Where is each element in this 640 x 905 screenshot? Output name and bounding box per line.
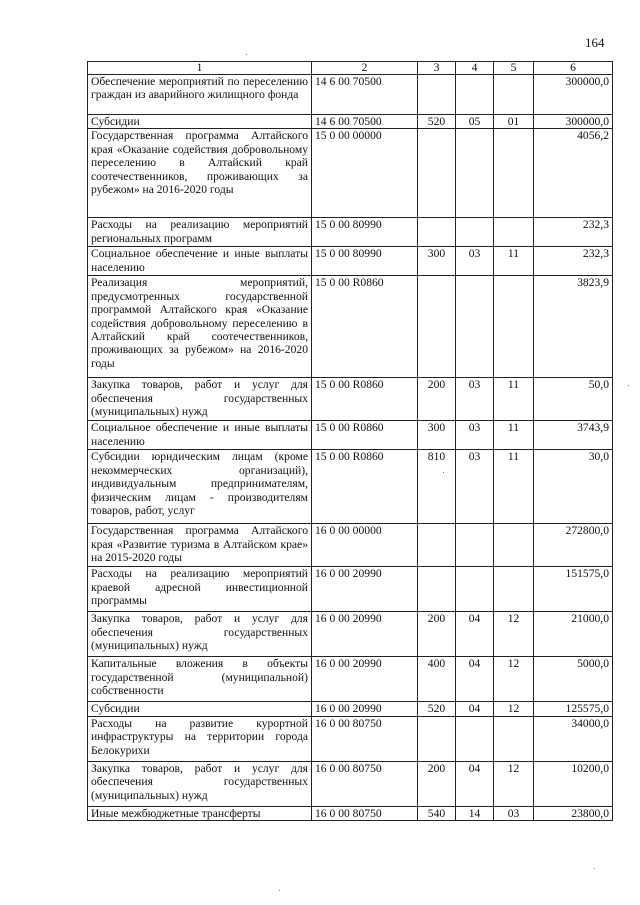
table-row xyxy=(88,115,613,129)
target-code: 16 0 00 20990 xyxy=(312,612,418,657)
scan-speck xyxy=(279,890,280,891)
expense-type: 400 xyxy=(418,657,456,702)
header-row xyxy=(88,62,613,75)
amount: 4056,2 xyxy=(534,129,613,218)
subsection-code: 11 xyxy=(494,378,534,421)
expense-type: 200 xyxy=(418,612,456,657)
amount: 50,0 xyxy=(534,378,613,421)
target-code: 15 0 00 80990 xyxy=(312,218,418,247)
expense-type xyxy=(418,276,456,378)
section-code xyxy=(456,218,494,247)
expense-name: Субсидии юридическим лицам (кроме некоммерческих организаций), индивидуальным предпринимателям, физическим лицам - производителям товаров, работ, услуг xyxy=(88,450,312,524)
subsection-code xyxy=(494,276,534,378)
expense-name: Субсидии xyxy=(88,702,312,716)
subsection-code: 11 xyxy=(494,421,534,450)
target-code: 15 0 00 R0860 xyxy=(312,378,418,421)
subsection-code: 12 xyxy=(494,702,534,716)
expense-name: Государственная программа Алтайского края «Развитие туризма в Алтайском крае» на 2015-2020 годы xyxy=(88,524,312,567)
expense-name: Закупка товаров, работ и услуг для обеспечения государственных (муниципальных) нужд xyxy=(88,378,312,421)
section-code xyxy=(456,524,494,567)
column-header: 3 xyxy=(418,62,456,75)
table-row xyxy=(88,657,613,702)
budget-table xyxy=(87,61,613,821)
amount: 272800,0 xyxy=(534,524,613,567)
expense-name: Расходы на реализацию мероприятий региональных программ xyxy=(88,218,312,247)
expense-name: Капитальные вложения в объекты государственной (муниципальной) собственности xyxy=(88,657,312,702)
section-code: 04 xyxy=(456,657,494,702)
subsection-code: 01 xyxy=(494,115,534,129)
target-code: 15 0 00 R0860 xyxy=(312,450,418,524)
section-code xyxy=(456,129,494,218)
section-code: 03 xyxy=(456,450,494,524)
column-header: 5 xyxy=(494,62,534,75)
subsection-code xyxy=(494,524,534,567)
amount: 10200,0 xyxy=(534,761,613,806)
amount: 21000,0 xyxy=(534,612,613,657)
expense-name: Социальное обеспечение и иные выплаты населению xyxy=(88,247,312,276)
scan-speck xyxy=(628,385,629,386)
table-row xyxy=(88,247,613,276)
subsection-code xyxy=(494,218,534,247)
target-code: 16 0 00 80750 xyxy=(312,761,418,806)
expense-name: Социальное обеспечение и иные выплаты населению xyxy=(88,421,312,450)
expense-type: 200 xyxy=(418,761,456,806)
table-row xyxy=(88,806,613,820)
expense-type: 520 xyxy=(418,702,456,716)
expense-name: Реализация мероприятий, предусмотренных государственной программой Алтайского края «Оказание содействия добровольному переселению в Алтайский край соотечественников, проживающих за рубежом» на 2016-2020 годы xyxy=(88,276,312,378)
expense-type xyxy=(418,129,456,218)
column-header: 4 xyxy=(456,62,494,75)
table-row xyxy=(88,75,613,115)
section-code xyxy=(456,75,494,115)
subsection-code: 12 xyxy=(494,612,534,657)
scan-speck xyxy=(594,868,595,869)
section-code: 03 xyxy=(456,247,494,276)
expense-type xyxy=(418,218,456,247)
section-code xyxy=(456,567,494,612)
table-row xyxy=(88,524,613,567)
expense-type: 810 xyxy=(418,450,456,524)
expense-type xyxy=(418,524,456,567)
amount: 232,3 xyxy=(534,247,613,276)
expense-type xyxy=(418,716,456,761)
section-code: 04 xyxy=(456,761,494,806)
expense-name: Закупка товаров, работ и услуг для обеспечения государственных (муниципальных) нужд xyxy=(88,612,312,657)
subsection-code: 03 xyxy=(494,806,534,820)
target-code: 16 0 00 20990 xyxy=(312,702,418,716)
target-code: 15 0 00 R0860 xyxy=(312,421,418,450)
table-row xyxy=(88,567,613,612)
target-code: 15 0 00 00000 xyxy=(312,129,418,218)
page-number: 164 xyxy=(585,35,605,50)
expense-name: Обеспечение мероприятий по переселению граждан из аварийного жилищного фонда xyxy=(88,75,312,115)
section-code xyxy=(456,716,494,761)
subsection-code: 11 xyxy=(494,247,534,276)
expense-name: Субсидии xyxy=(88,115,312,129)
section-code: 04 xyxy=(456,612,494,657)
column-header: 6 xyxy=(534,62,613,75)
table-row xyxy=(88,129,613,218)
expense-type: 200 xyxy=(418,378,456,421)
subsection-code xyxy=(494,716,534,761)
expense-type: 520 xyxy=(418,115,456,129)
subsection-code: 12 xyxy=(494,657,534,702)
subsection-code xyxy=(494,567,534,612)
subsection-code: 12 xyxy=(494,761,534,806)
expense-type xyxy=(418,75,456,115)
expense-name: Расходы на развитие курортной инфраструктуры на территории города Белокурихи xyxy=(88,716,312,761)
subsection-code xyxy=(494,75,534,115)
expense-type xyxy=(418,567,456,612)
amount: 300000,0 xyxy=(534,75,613,115)
amount: 23800,0 xyxy=(534,806,613,820)
amount: 151575,0 xyxy=(534,567,613,612)
expense-type: 300 xyxy=(418,421,456,450)
column-header: 2 xyxy=(312,62,418,75)
amount: 300000,0 xyxy=(534,115,613,129)
target-code: 15 0 00 80990 xyxy=(312,247,418,276)
target-code: 16 0 00 20990 xyxy=(312,657,418,702)
amount: 232,3 xyxy=(534,218,613,247)
expense-type: 300 xyxy=(418,247,456,276)
scan-speck xyxy=(443,472,444,473)
amount: 3743,9 xyxy=(534,421,613,450)
table-row xyxy=(88,702,613,716)
section-code: 14 xyxy=(456,806,494,820)
expense-type: 540 xyxy=(418,806,456,820)
amount: 34000,0 xyxy=(534,716,613,761)
section-code: 03 xyxy=(456,421,494,450)
expense-name: Государственная программа Алтайского края «Оказание содействия добровольному переселению в Алтайский край соотечественников, проживающих за рубежом» на 2016-2020 годы xyxy=(88,129,312,218)
subsection-code: 11 xyxy=(494,450,534,524)
amount: 5000,0 xyxy=(534,657,613,702)
column-header: 1 xyxy=(88,62,312,75)
table-row xyxy=(88,716,613,761)
amount: 30,0 xyxy=(534,450,613,524)
section-code: 04 xyxy=(456,702,494,716)
target-code: 16 0 00 80750 xyxy=(312,716,418,761)
section-code: 05 xyxy=(456,115,494,129)
target-code: 16 0 00 80750 xyxy=(312,806,418,820)
table-row xyxy=(88,761,613,806)
target-code: 14 6 00 70500 xyxy=(312,115,418,129)
table-row xyxy=(88,421,613,450)
expense-name: Закупка товаров, работ и услуг для обеспечения государственных (муниципальных) нужд xyxy=(88,761,312,806)
target-code: 16 0 00 20990 xyxy=(312,567,418,612)
target-code: 14 6 00 70500 xyxy=(312,75,418,115)
table-row xyxy=(88,612,613,657)
amount: 125575,0 xyxy=(534,702,613,716)
scan-speck xyxy=(246,54,247,55)
amount: 3823,9 xyxy=(534,276,613,378)
target-code: 15 0 00 R0860 xyxy=(312,276,418,378)
subsection-code xyxy=(494,129,534,218)
table-row xyxy=(88,276,613,378)
expense-name: Расходы на реализацию мероприятий краевой адресной инвестиционной программы xyxy=(88,567,312,612)
section-code: 03 xyxy=(456,378,494,421)
table-row xyxy=(88,450,613,524)
table-row xyxy=(88,378,613,421)
expense-name: Иные межбюджетные трансферты xyxy=(88,806,312,820)
target-code: 16 0 00 00000 xyxy=(312,524,418,567)
section-code xyxy=(456,276,494,378)
table-row xyxy=(88,218,613,247)
